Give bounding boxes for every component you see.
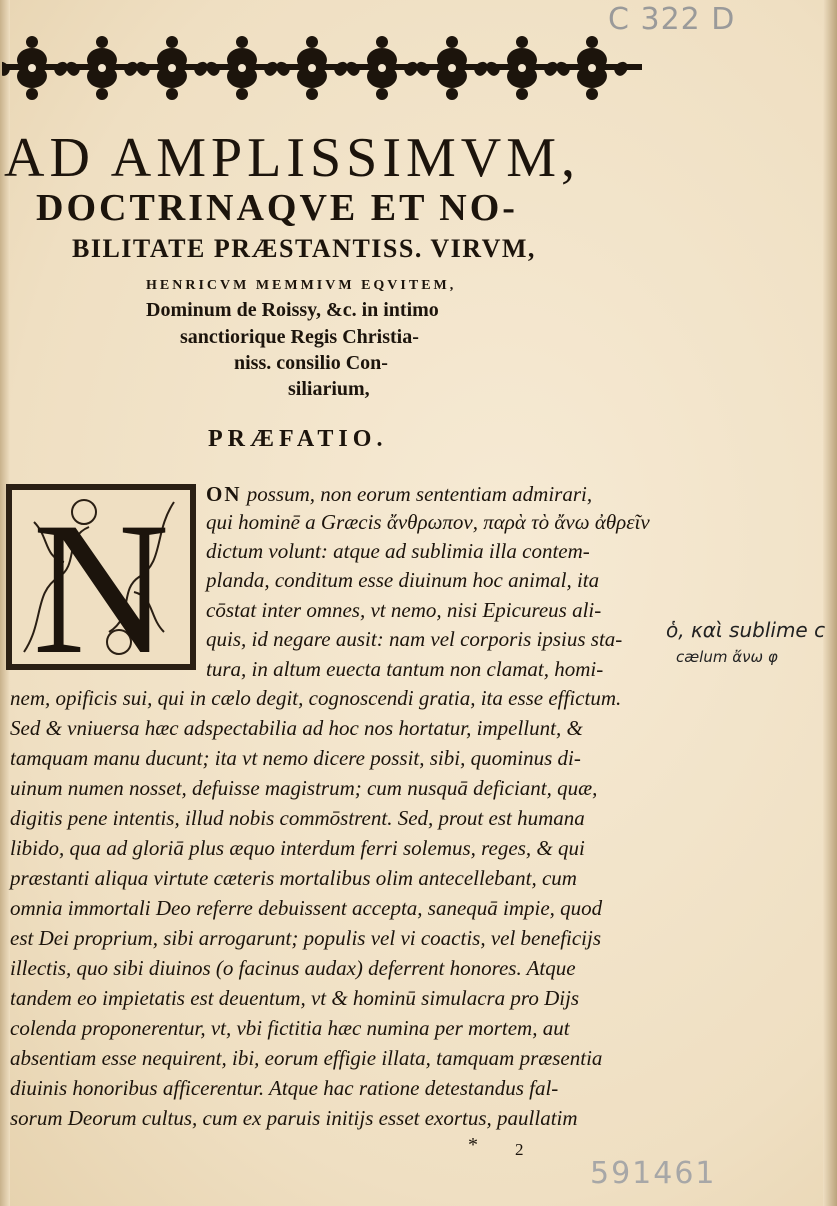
title-line-2: DOCTRINAQVE ET NO- <box>36 187 518 229</box>
body-line-4: planda, conditum esse diuinum hoc animal, ita <box>206 568 600 592</box>
title-line-4: HENRICVM MEMMIVM EQVITEM, <box>146 278 457 293</box>
subtitle-line-3: niss. consilio Con- <box>234 352 388 374</box>
body-line-19: colenda proponerentur, vt, vbi fictitia hæc numina per mortem, aut <box>10 1016 570 1040</box>
subtitle-line-4: siliarium, <box>288 378 370 400</box>
margin-annotation-line-2: cælum ἄνω φ <box>676 648 778 666</box>
margin-annotation <box>666 618 836 678</box>
library-stamp-number: 591461 <box>590 1156 717 1191</box>
body-line-1 <box>206 484 592 505</box>
body-first-word: ON <box>206 482 242 506</box>
subtitle-line-1: Dominum de Roissy, &c. in intimo <box>146 299 439 321</box>
ornamental-headpiece <box>2 24 642 112</box>
catchword: * <box>468 1134 478 1156</box>
body-line-6: quis, id negare ausit: nam vel corporis ipsius sta- <box>206 627 623 651</box>
body-line-8: nem, opificis sui, qui in cælo degit, cognoscendi gratia, ita esse effictum. <box>10 686 622 710</box>
shelfmark: C 322 D <box>608 2 736 37</box>
body-line-9: Sed & vniuersa hæc adspectabilia ad hoc nos hortatur, impellunt, & <box>10 716 583 740</box>
body-line-21: diuinis honoribus afficerentur. Atque hac ratione detestandus fal- <box>10 1076 559 1100</box>
body-line-7: tura, in altum euecta tantum non clamat, homi- <box>206 657 604 681</box>
page-number: 2 <box>515 1140 524 1159</box>
body-line-14: præstanti aliqua virtute cæteris mortalibus olim antecellebant, cum <box>10 866 577 890</box>
body-line-20: absentiam esse nequirent, ibi, eorum effigie illata, tamquam præsentia <box>10 1046 603 1070</box>
margin-annotation-line-1: ὁ, καὶ sublime c <box>666 618 826 642</box>
drop-cap-letter: N <box>32 484 170 672</box>
body-line-17: illectis, quo sibi diuinos (o facinus audax) deferrent honores. Atque <box>10 956 576 980</box>
body-line-10: tamquam manu ducunt; ita vt nemo dicere possit, sibi, quominus di- <box>10 746 581 770</box>
body-line-2: qui hominē a Græcis ἄνθρωπον, παρὰ τὸ ἄνω ἀθρεῖν <box>206 510 650 534</box>
body-line-16: est Dei proprium, sibi arrogarunt; populis vel vi coactis, vel beneficijs <box>10 926 602 950</box>
body-line-12: digitis pene intentis, illud nobis commōstrent. Sed, prout est humana <box>10 806 585 830</box>
page-right-edge <box>823 0 837 1206</box>
body-line-1-text: possum, non eorum sententiam admirari, <box>246 482 593 506</box>
body-line-22: sorum Deorum cultus, cum ex paruis initijs esset exortus, paullatim <box>10 1106 578 1130</box>
body-line-3: dictum volunt: atque ad sublimia illa contem- <box>206 539 590 563</box>
body-line-5: cōstat inter omnes, vt nemo, nisi Epicureus ali- <box>206 598 602 622</box>
body-line-11: uinum numen nosset, defuisse magistrum; cum nusquā deficiant, quæ, <box>10 776 598 800</box>
title-line-3: BILITATE PRÆSTANTISS. VIRVM, <box>72 234 536 263</box>
body-line-15: omnia immortali Deo referre debuissent accepta, sanequā impie, quod <box>10 896 603 920</box>
body-line-18: tandem eo impietatis est deuentum, vt & hominū simulacra pro Dijs <box>10 986 580 1010</box>
decorated-initial <box>4 482 198 672</box>
title-line-1: AD AMPLISSIMVM, <box>4 127 580 189</box>
body-line-13: libido, qua ad gloriā plus æquo interdum ferri solemus, reges, & qui <box>10 836 585 860</box>
section-heading: PRÆFATIO. <box>208 426 388 452</box>
subtitle-line-2: sanctiorique Regis Christia- <box>180 326 419 348</box>
